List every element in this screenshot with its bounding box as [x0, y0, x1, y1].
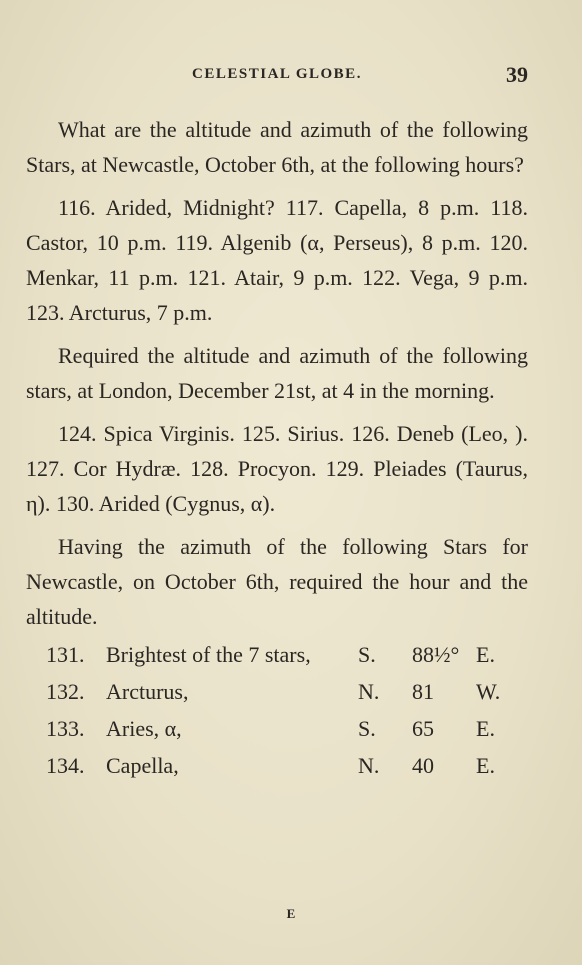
- star-name: Capella,: [106, 753, 179, 778]
- table-row: [26, 642, 528, 679]
- paragraph-stars-116-123: 116. Arided, Midnight? 117. Capella, 8 p.m. 118. Castor, 10 p.m. 119. Algenib (α, Perseus), 8 p.m. 120. Menkar, 11 p.m. 121. Atair, 9 p.m. 122. Vega, 9 p.m. 123. Arcturus, 7 p.m.: [26, 195, 528, 325]
- row-number: 134.: [46, 753, 85, 778]
- paragraph-question-azimuth: Having the azimuth of the following Stars for Newcastle, on October 6th, required the hour and the altitude.: [26, 534, 528, 629]
- signature-mark: E: [286, 906, 296, 921]
- page-body: [26, 112, 528, 790]
- running-head: CELESTIAL GLOBE.: [192, 66, 362, 82]
- paragraph-question-london: Required the altitude and azimuth of the following stars, at London, December 21st, at 4 in the morning.: [26, 343, 528, 403]
- star-name: Aries, α,: [106, 716, 182, 741]
- table-row: [26, 753, 528, 790]
- east-west: E.: [476, 716, 495, 741]
- row-number: 132.: [46, 679, 85, 704]
- degrees: 40: [412, 753, 434, 778]
- table-row: [26, 716, 528, 753]
- row-number: 133.: [46, 716, 85, 741]
- star-name: Arcturus,: [106, 679, 189, 704]
- direction: S.: [358, 642, 376, 667]
- east-west: E.: [476, 642, 495, 667]
- degrees: 88½°: [412, 642, 460, 667]
- page-header: [26, 62, 528, 88]
- row-number: 131.: [46, 642, 85, 667]
- direction: S.: [358, 716, 376, 741]
- paragraph-stars-124-130: 124. Spica Virginis. 125. Sirius. 126. Deneb (Leo, ). 127. Cor Hydræ. 128. Procyon. 129. Pleiades (Taurus, η). 130. Arided (Cygnus, α).: [26, 421, 528, 516]
- star-name: Brightest of the 7 stars,: [106, 642, 311, 667]
- east-west: E.: [476, 753, 495, 778]
- direction: N.: [358, 753, 380, 778]
- direction: N.: [358, 679, 380, 704]
- azimuth-table: [26, 642, 528, 790]
- table-row: [26, 679, 528, 716]
- paragraph-question-newcastle: What are the altitude and azimuth of the following Stars, at Newcastle, October 6th, at the following hours?: [26, 117, 528, 177]
- degrees: 81: [412, 679, 434, 704]
- degrees: 65: [412, 716, 434, 741]
- east-west: W.: [476, 679, 501, 704]
- page-number: 39: [506, 62, 528, 87]
